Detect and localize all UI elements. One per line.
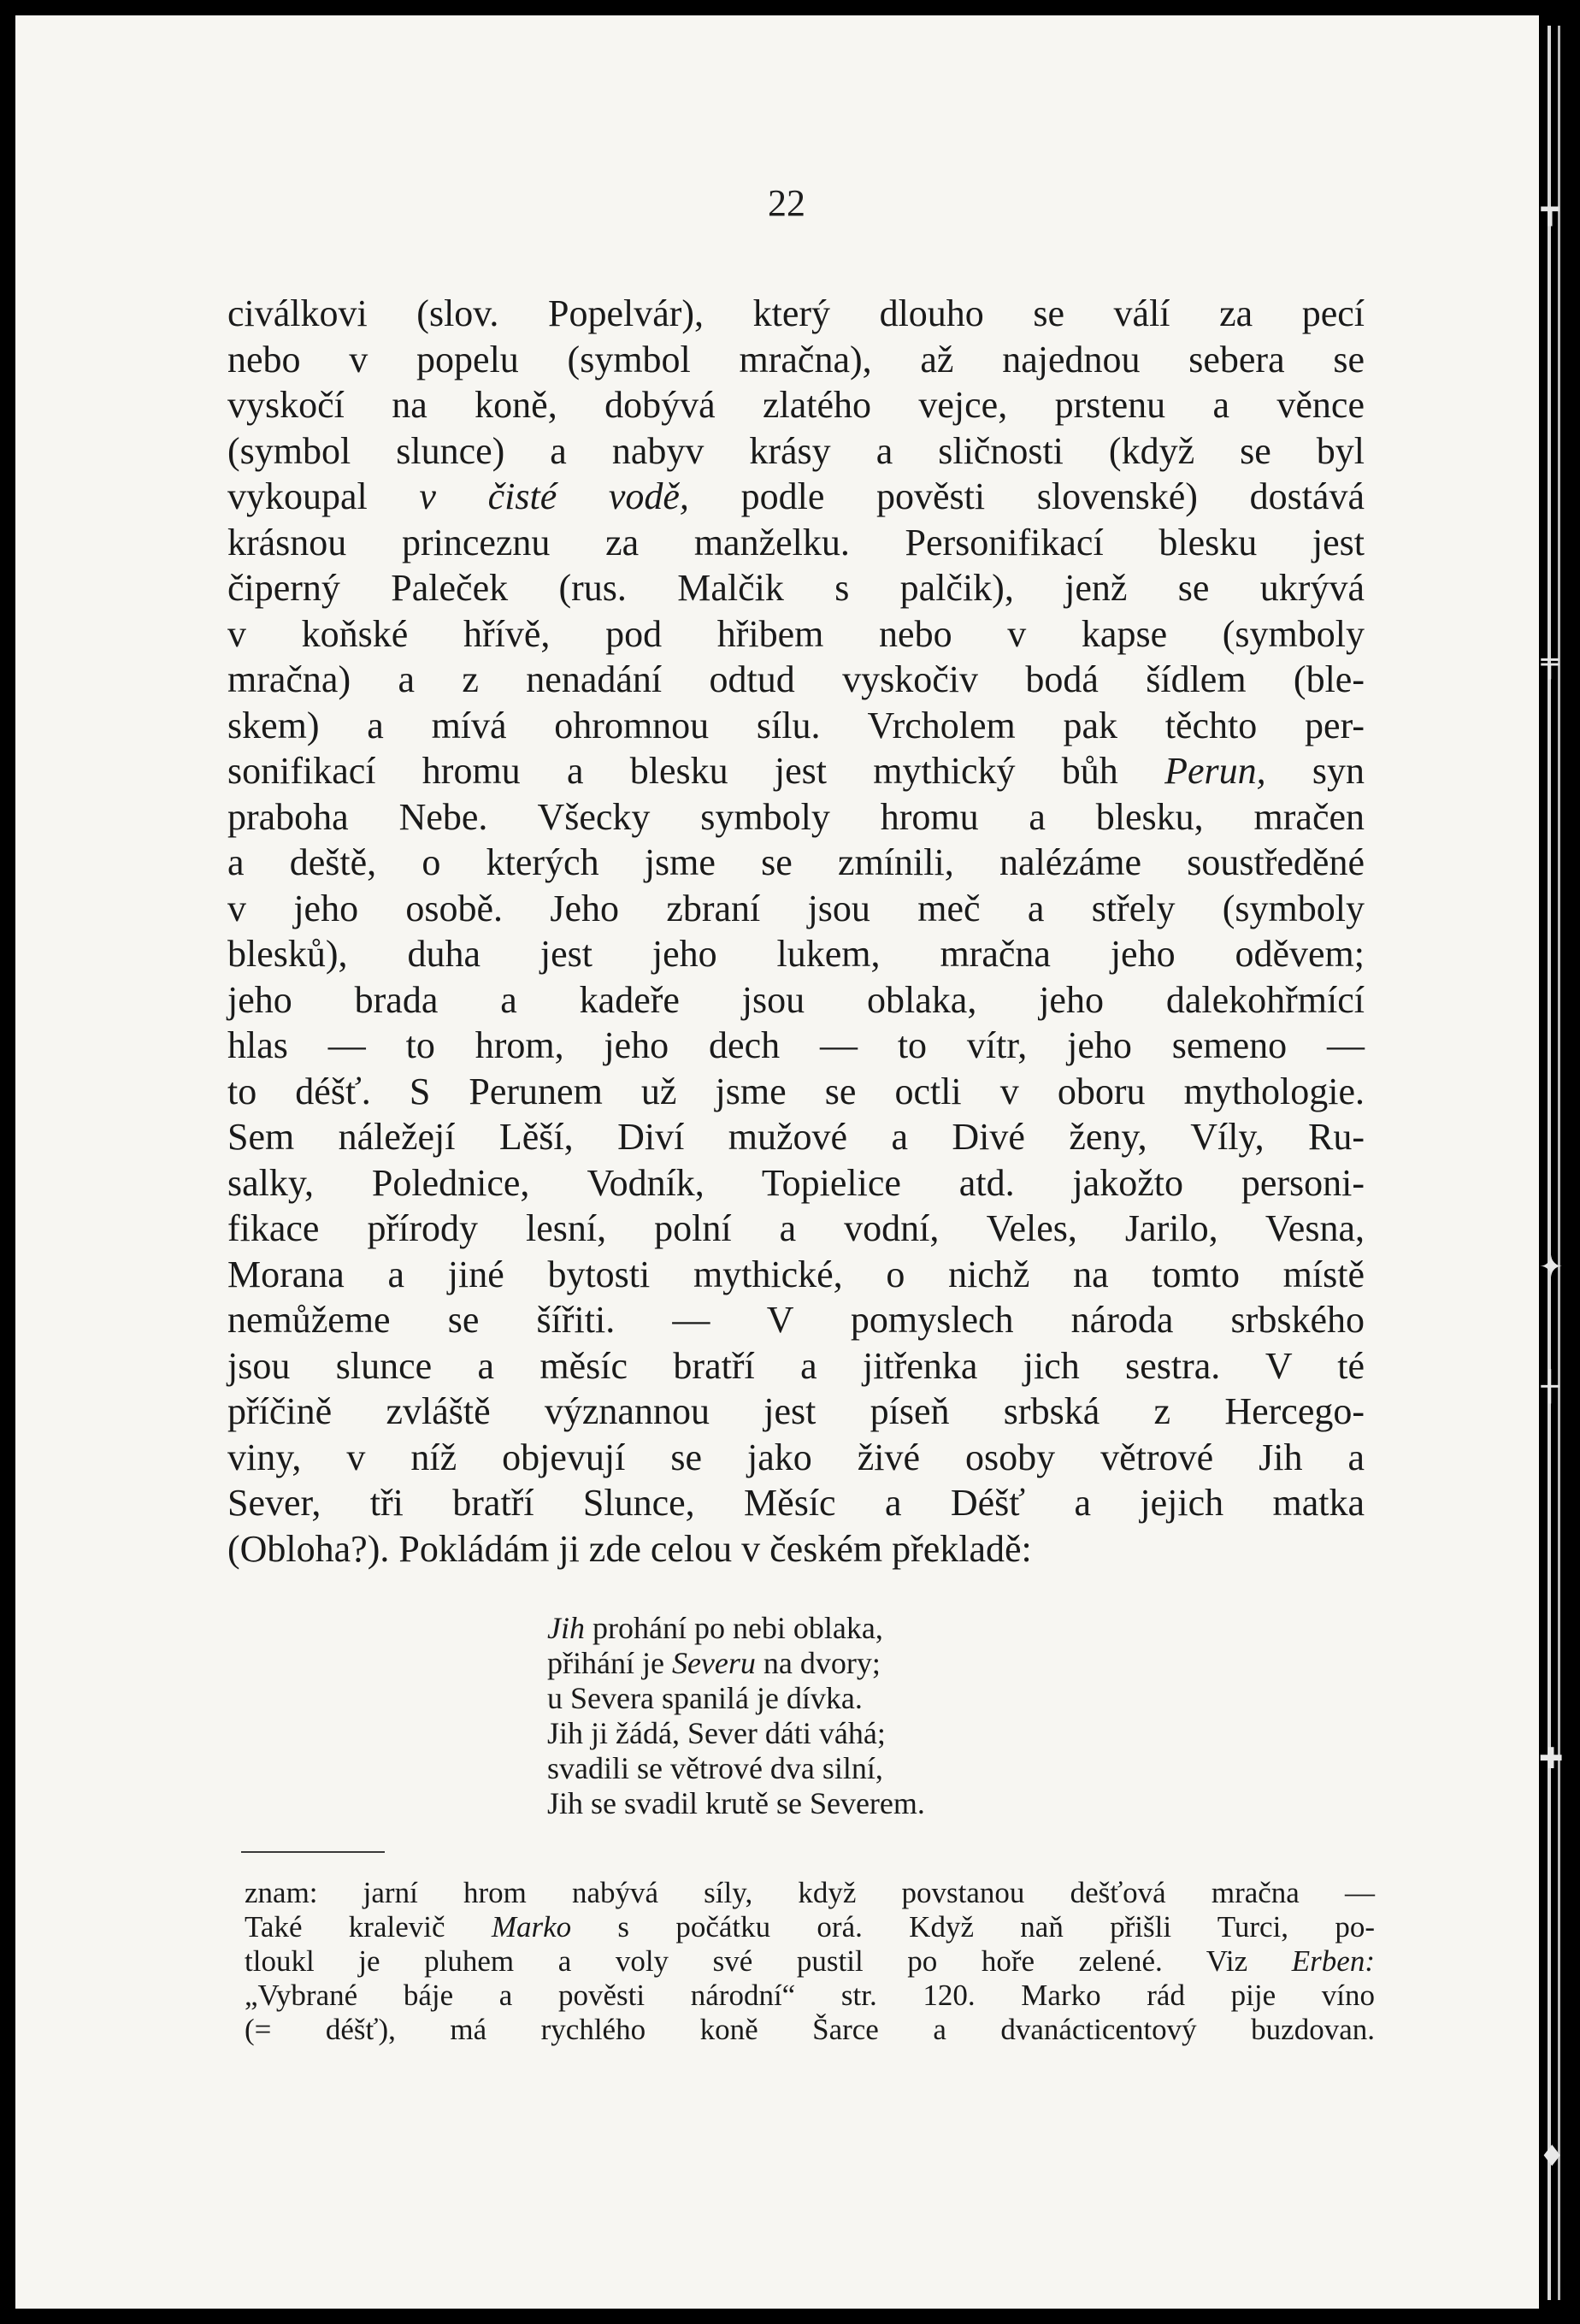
scan-edge-line — [1558, 26, 1560, 2300]
text-span: salky, Polednice, Vodník, Topielice atd. jakožto personi- — [227, 1161, 1365, 1204]
text-line — [227, 565, 1365, 611]
text-span: s počátku orá. Když naň přišli Turci, po- — [571, 1910, 1375, 1944]
text-span: u Severa spanilá je dívka. — [547, 1681, 863, 1715]
footnote-line — [245, 2013, 1375, 2047]
text-line — [227, 520, 1365, 566]
text-line — [227, 1389, 1365, 1435]
footnote — [245, 1876, 1375, 2047]
text-span: fikace přírody lesní, polní a vodní, Veles, Jarilo, Vesna, — [227, 1207, 1365, 1249]
text-line — [227, 977, 1365, 1023]
text-span: „Vybrané báje a pověsti národní“ str. 120. Marko rád pije víno — [245, 1979, 1375, 2012]
footnote-line — [245, 1876, 1375, 1910]
text-span: Jih se svadil krutě se Severem. — [547, 1786, 925, 1820]
text-span: mračna) a z nenadání odtud vyskočiv bodá šídlem (ble- — [227, 658, 1365, 700]
text-span: viny, v níž objevují se jako živé osoby větrové Jih a — [227, 1436, 1365, 1478]
poem-line — [547, 1716, 1197, 1751]
text-span: to déšť. S Perunem už jsme se octli v oboru mythologie. — [227, 1070, 1365, 1112]
text-span: civálkovi (slov. Popelvár), který dlouho se válí za pecí — [227, 292, 1365, 334]
text-span: v jeho osobě. Jeho zbraní jsou meč a střely (symboly — [227, 887, 1365, 929]
text-span: Sem náležejí Lěší, Diví mužové a Divé ženy, Víly, Ru- — [227, 1116, 1365, 1158]
text-span: skem) a mívá ohromnou sílu. Vrcholem pak těchto per- — [227, 704, 1365, 746]
text-span: přihání je — [547, 1646, 672, 1680]
text-line — [227, 291, 1365, 337]
text-span: čiperný Paleček (rus. Malčik s palčik), jenž se ukrývá — [227, 567, 1365, 609]
binding-mark-icon: ✦ — [1539, 1250, 1564, 1284]
text-line — [227, 840, 1365, 886]
text-span: tloukl je pluhem a voly své pustil po hoře zelené. Viz — [245, 1944, 1292, 1978]
text-line — [227, 1297, 1365, 1343]
text-span: příčině zvláště význannou jest píseň srbská z Hercego- — [227, 1390, 1365, 1432]
binding-mark-icon: ╤ — [1541, 646, 1559, 680]
text-line — [227, 474, 1365, 520]
text-line — [227, 428, 1365, 475]
text-span: nebo v popelu (symbol mračna), až najednou sebera se — [227, 338, 1365, 380]
text-span: vykoupal — [227, 475, 420, 517]
body-text — [227, 291, 1365, 1572]
text-line — [227, 1435, 1365, 1481]
text-span: (symbol slunce) a nabyv krásy a sličnosti (když se byl — [227, 429, 1365, 472]
text-line — [227, 337, 1365, 383]
text-span: znam: jarní hrom nabývá síly, když povstanou dešťová mračna — — [245, 1876, 1375, 1909]
text-span: Morana a jiné bytosti mythické, o nichž na tomto místě — [227, 1253, 1365, 1295]
text-span: prohání po nebi oblaka, — [584, 1611, 883, 1645]
page-number: 22 — [768, 182, 805, 224]
binding-mark-icon: ✚ — [1539, 1742, 1564, 1776]
text-span: Jih ji žádá, Sever dáti váhá; — [547, 1716, 886, 1750]
scan-edge-line — [1548, 26, 1551, 2300]
binding-mark-icon: ┼ — [1541, 1370, 1559, 1404]
text-span: na dvory; — [755, 1646, 881, 1680]
text-line — [227, 382, 1365, 428]
footnote-rule — [241, 1851, 385, 1853]
text-span: Také kralevič — [245, 1910, 492, 1944]
text-line — [227, 748, 1365, 794]
text-line — [227, 886, 1365, 932]
poem-line — [547, 1681, 1197, 1716]
text-span: jsou slunce a měsíc bratří a jitřenka jich sestra. V té — [227, 1344, 1365, 1387]
binding-mark-icon: ♦ — [1539, 2139, 1565, 2174]
text-span: nemůžeme se šířiti. — V pomyslech národa srbského — [227, 1299, 1365, 1341]
text-line — [227, 611, 1365, 658]
poem — [547, 1611, 1197, 1821]
text-span: (Obloha?). Pokládám ji zde celou v českém překladě: — [227, 1527, 1032, 1570]
text-span: jeho brada a kadeře jsou oblaka, jeho dalekohřmící — [227, 978, 1365, 1021]
text-span: vyskočí na koně, dobývá zlatého vejce, prstenu a věnce — [227, 384, 1365, 426]
poem-line — [547, 1786, 1197, 1821]
text-line — [227, 1480, 1365, 1526]
text-line — [227, 1526, 1365, 1572]
poem-line — [547, 1751, 1197, 1786]
italic-text: Erben: — [1291, 1944, 1375, 1978]
text-line — [227, 657, 1365, 703]
text-span: (= déšť), má rychlého koně Šarce a dvanácticentový buzdovan. — [245, 2013, 1375, 2046]
text-span: v koňské hřívě, pod hřibem nebo v kapse (symboly — [227, 612, 1365, 655]
text-line — [227, 931, 1365, 977]
poem-line — [547, 1611, 1197, 1646]
text-span: hlas — to hrom, jeho dech — to vítr, jeho semeno — — [227, 1024, 1365, 1066]
italic-text: v čisté vodě, — [419, 475, 689, 517]
footnote-line — [245, 1910, 1375, 1944]
text-line — [227, 1023, 1365, 1069]
text-line — [227, 703, 1365, 749]
text-span: Sever, tři bratří Slunce, Měsíc a Déšť a jejich matka — [227, 1482, 1365, 1524]
footnote-line — [245, 1979, 1375, 2013]
text-span: praboha Nebe. Všecky symboly hromu a blesku, mračen — [227, 795, 1365, 838]
text-line — [227, 1114, 1365, 1160]
text-line — [227, 1069, 1365, 1115]
italic-text: Perun, — [1164, 750, 1266, 792]
text-line — [227, 1252, 1365, 1298]
poem-line — [547, 1646, 1197, 1681]
text-span: syn — [1265, 750, 1365, 792]
text-line — [227, 1206, 1365, 1252]
footnote-line — [245, 1944, 1375, 1979]
binding-mark-icon: ┳ — [1541, 192, 1559, 227]
text-span: podle pověsti slovenské) dostává — [688, 475, 1365, 517]
text-span: a deště, o kterých jsme se zmínili, nalézáme soustředěné — [227, 841, 1365, 883]
italic-text: Marko — [491, 1910, 572, 1944]
text-span: svadili se větrové dva silní, — [547, 1751, 883, 1785]
text-span: blesků), duha jest jeho lukem, mračna jeho oděvem; — [227, 933, 1365, 975]
text-span: krásnou princeznu za manželku. Personifikací blesku jest — [227, 521, 1365, 563]
text-line — [227, 1343, 1365, 1389]
text-line — [227, 794, 1365, 841]
italic-text: Jih — [547, 1611, 585, 1645]
italic-text: Severu — [671, 1646, 756, 1680]
text-span: sonifikací hromu a blesku jest mythický bůh — [227, 750, 1165, 792]
text-line — [227, 1160, 1365, 1206]
